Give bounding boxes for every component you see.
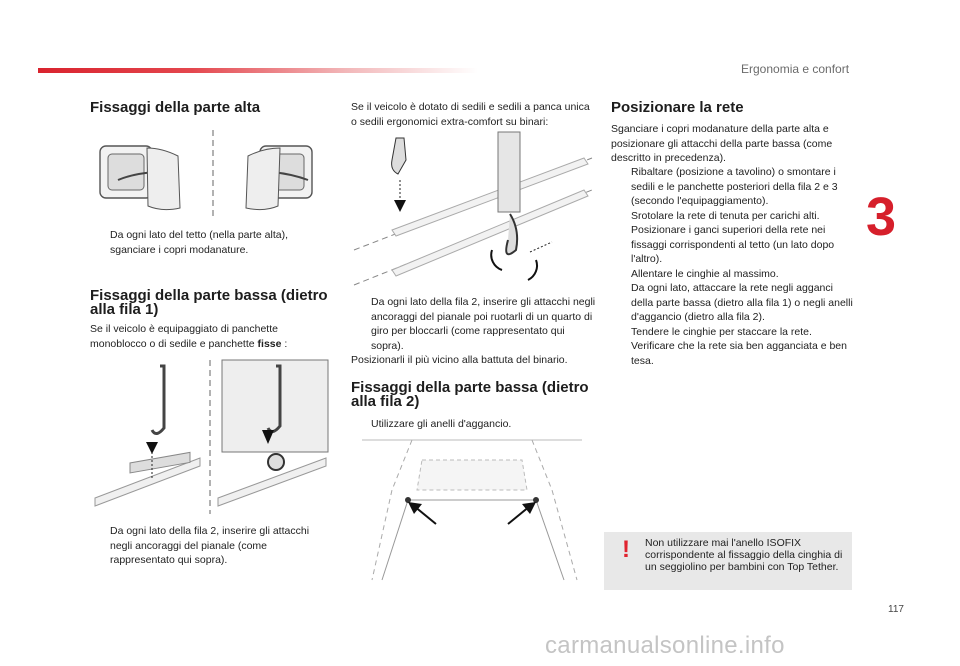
paragraph-position-net-intro: Sganciare i copri modanature della parte alta e posizionare gli attacchi della parte bassa (come descritto in precedenza). <box>611 123 833 164</box>
chapter-title: Ergonomia e confort <box>741 62 850 76</box>
bullet-lower-fixings-row1: Da ogni lato della fila 2, inserire gli attacchi negli ancoraggi del pianale (come rappresentato qui sopra). <box>110 525 310 566</box>
step-item: Posizionare i ganci superiori della rete nei fissaggi corrispondenti al tetto (un lato dopo l'altro). <box>631 224 835 265</box>
warning-text: Non utilizzare mai l'anello ISOFIX corrispondente al fissaggio della cinghia di un seggiolino per bambini con Top Tether. <box>645 537 843 573</box>
bullet-upper-fixings: Da ogni lato del tetto (nella parte alta), sganciare i copri modanature. <box>110 229 289 256</box>
chapter-number: 3 <box>866 187 897 247</box>
position-net-steps <box>611 165 853 368</box>
illustration-floor-anchors-row1 <box>90 358 332 516</box>
step-item: Allentare le cinghie al massimo. <box>631 267 779 280</box>
warning-icon: ! <box>622 536 630 563</box>
step-item: Tendere le cinghie per staccare la rete. <box>631 325 812 338</box>
watermark: carmanualsonline.info <box>545 632 785 659</box>
page-number: 117 <box>888 604 904 615</box>
step-item: Ribaltare (posizione a tavolino) o smontare i sedili e le panchette posteriori della fila 2 e 3 (secondo l'equipaggiamento). <box>631 166 838 207</box>
heading-lower-fixings-row1: Fissaggi della parte bassa (dietro alla fila 1) <box>90 287 328 318</box>
warning-box <box>604 532 852 590</box>
step-item: Srotolare la rete di tenuta per carichi alti. <box>631 209 820 222</box>
paragraph-lower-fixings-row1: Se il veicolo è equipaggiato di panchette monoblocco o di sedile e panchette fisse : <box>90 323 288 350</box>
header-accent-bar <box>38 68 478 73</box>
note-rail-stop: Posizionarli il più vicino alla battuta del binario. <box>351 354 568 366</box>
illustration-luggage-rings <box>352 430 594 590</box>
heading-position-net: Posizionare la rete <box>611 99 744 116</box>
illustration-rail-anchors <box>352 130 594 290</box>
heading-upper-fixings: Fissaggi della parte alta <box>90 99 261 116</box>
bullet-lower-fixings-row2: Utilizzare gli anelli d'aggancio. <box>371 418 512 430</box>
paragraph-rails-intro: Se il veicolo è dotato di sedili e sedili a panca unica o sedili ergonomici extra-comfort su binari: <box>351 101 590 128</box>
step-item: Verificare che la rete sia ben agganciata e ben tesa. <box>631 340 847 367</box>
step-item: Da ogni lato, attaccare la rete negli agganci della parte bassa (dietro alla fila 1) o negli anelli d'aggancio (dietro alla fila 2). <box>631 282 853 323</box>
heading-lower-fixings-row2: Fissaggi della parte bassa (dietro alla fila 2) <box>351 379 589 410</box>
bullet-rail-anchors: Da ogni lato della fila 2, inserire gli attacchi negli ancoraggi del pianale poi ruotarli di un quarto di giro per bloccarli (come rappresentato qui sopra). <box>371 296 596 352</box>
illustration-upper-fixings <box>92 128 334 222</box>
